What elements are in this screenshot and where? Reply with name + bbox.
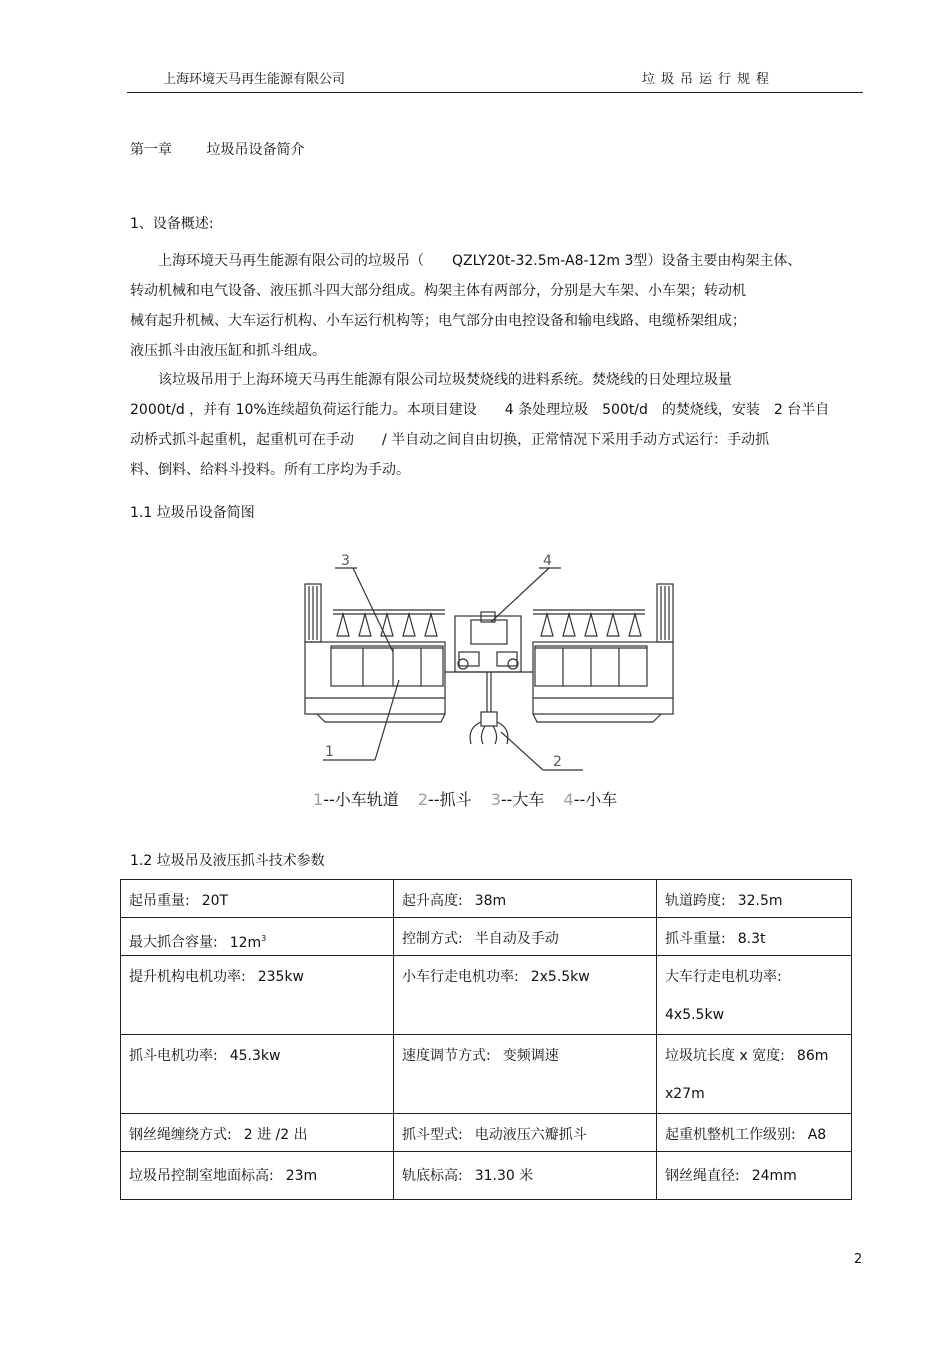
table-row (121, 880, 852, 918)
table-cell: 垃圾坑长度 x 宽度: 86m x27m (657, 1035, 852, 1114)
crane-diagram (295, 548, 685, 820)
legend-item: 2--抓斗 (417, 790, 472, 809)
callout-2: 2 (553, 754, 562, 770)
table-cell: 轨底标高: 31.30 米 (394, 1152, 657, 1200)
table-cell: 抓斗重量: 8.3t (657, 918, 852, 956)
diagram-legend (313, 787, 631, 810)
paragraph-usage (130, 365, 865, 485)
legend-item: 3--大车 (490, 790, 545, 809)
legend-item: 4--小车 (563, 790, 618, 809)
grab-bucket (481, 712, 497, 726)
paragraph-line: 械有起升机械、大车运行机构、小车运行机构等；电气部分由电控设备和输电线路、电缆桥架组成； (130, 313, 746, 329)
table-row (121, 1152, 852, 1200)
table-cell: 轨道跨度: 32.5m (657, 880, 852, 918)
table-row (121, 956, 852, 1035)
table-cell: 钢丝绳直径: 24mm (657, 1152, 852, 1200)
table-cell: 起升高度: 38m (394, 880, 657, 918)
header-rule (127, 92, 863, 93)
table-cell: 起吊重量: 20T (121, 880, 394, 918)
table-cell: 钢丝绳缠绕方式: 2 进 /2 出 (121, 1114, 394, 1152)
subsection-params-title: 1.2 垃圾吊及液压抓斗技术参数 (130, 853, 325, 869)
table-cell: 抓斗型式: 电动液压六瓣抓斗 (394, 1114, 657, 1152)
table-cell: 控制方式: 半自动及手动 (394, 918, 657, 956)
paragraph-line: 动桥式抓斗起重机，起重机可在手动 / 半自动之间自由切换，正常情况下采用手动方式运行：手动抓 (130, 432, 770, 448)
header-company: 上海环境天马再生能源有限公司 (163, 72, 346, 87)
params-table (120, 879, 852, 1200)
legend-item: 1--小车轨道 (313, 790, 399, 809)
callout-4: 4 (543, 553, 552, 569)
paragraph-line: 上海环境天马再生能源有限公司的垃圾吊（ QZLY20t-32.5m-A8-12m 3型）设备主要由构架主体、 (130, 253, 802, 269)
header-doc-title: 垃圾吊运行规程 (642, 72, 776, 87)
callout-1: 1 (325, 744, 334, 760)
section-title: 1、设备概述: (130, 216, 214, 232)
table-row (121, 1114, 852, 1152)
callout-3: 3 (341, 553, 350, 569)
table-cell: 速度调节方式: 变频调速 (394, 1035, 657, 1114)
table-row (121, 918, 852, 956)
paragraph-line: 料、倒料、给料斗投料。所有工序均为手动。 (130, 462, 410, 478)
right-girder (533, 642, 673, 714)
table-cell: 最大抓合容量: $12m^3$ (121, 918, 394, 956)
chapter-title: 第一章 垃圾吊设备简介 (130, 142, 305, 158)
table-cell: 提升机构电机功率: 235kw (121, 956, 394, 1035)
paragraph-line: 2000t/d ，并有 10%连续超负荷运行能力。本项目建设 4 条处理垃圾 500t/d 的焚烧线，安装 2 台半自 (130, 402, 830, 418)
table-cell: 垃圾吊控制室地面标高: 23m (121, 1152, 394, 1200)
table-cell: 小车行走电机功率: 2x5.5kw (394, 956, 657, 1035)
paragraph-overview (130, 246, 865, 366)
left-girder (305, 642, 445, 714)
page-number: 2 (854, 1252, 863, 1267)
table-row (121, 1035, 852, 1114)
table-cell: 起重机整机工作级别: A8 (657, 1114, 852, 1152)
table-cell: 大车行走电机功率: 4x5.5kw (657, 956, 852, 1035)
paragraph-line: 转动机械和电气设备、液压抓斗四大部分组成。构架主体有两部分，分别是大车架、小车架；转动机 (130, 283, 746, 299)
subsection-diagram-title: 1.1 垃圾吊设备简图 (130, 505, 255, 521)
paragraph-line: 液压抓斗由液压缸和抓斗组成。 (130, 343, 326, 359)
paragraph-line: 该垃圾吊用于上海环境天马再生能源有限公司垃圾焚烧线的进料系统。焚烧线的日处理垃圾量 (130, 372, 732, 388)
table-cell: 抓斗电机功率: 45.3kw (121, 1035, 394, 1114)
